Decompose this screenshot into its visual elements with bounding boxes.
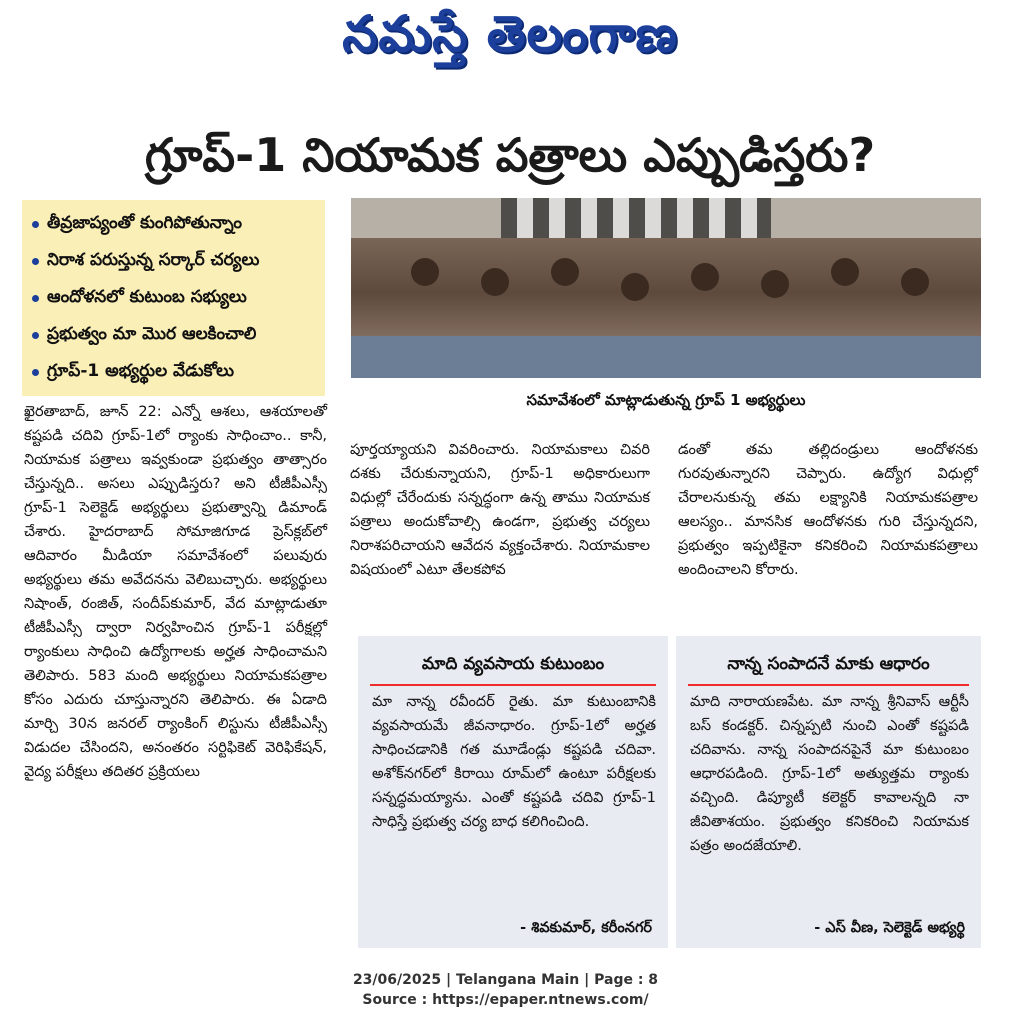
- footer-date-line: 23/06/2025 | Telangana Main | Page : 8: [352, 972, 659, 988]
- bullet-icon: [32, 369, 39, 376]
- bullet-icon: [32, 332, 39, 339]
- crowd-area: [351, 238, 981, 348]
- sidebar-story-1: [358, 636, 668, 948]
- highlights-box: [22, 200, 325, 396]
- sidebar-story-signature: - ఎస్‌ వీణ, సెలెక్టెడ్‌ అభ్యర్థి: [814, 920, 965, 936]
- person-figure: [691, 263, 719, 291]
- bullet-icon: [32, 295, 39, 302]
- divider: [370, 684, 656, 686]
- article-column-2: పూర్తయ్యాయని వివరించారు. నియామకాలు చివరి దశకు చేరుకున్నాయని, గ్రూప్‌-1 అధికారులుగా విధుల్లో చేరేందుకు సన్నద్ధంగా ఉన్న తాము నియామక పత్రాలు అందుకోవాల్సి ఉండగా, ప్రభుత్వ చర్యలు నిరాశపరిచాయని ఆవేదన వ్యక్తంచేశారు. నియామకాల విషయంలో ఎటూ తేలకపోవ: [350, 442, 650, 578]
- article-column-1: ఖైరతాబాద్‌, జూన్‌ 22: ఎన్నో ఆశలు, ఆశయాలతో కష్టపడి చదివి గ్రూప్‌-1లో ర్యాంకు సాధించాం.. కానీ, నియామక పత్రాలు ఇవ్వకుండా ప్రభుత్వం తాత్సారం చేస్తున్నది.. అసలు ఎప్పుడిస్తరు? అని టీజీపీఎస్సీ గ్రూప్‌-1 సెలెక్టెడ్‌ అభ్యర్థులు ప్రభుత్వాన్ని డిమాండ్‌ చేశారు. హైదరాబాద్‌ సోమాజిగూడ ప్రెస్‌క్లబ్‌లో ఆదివారం మీడియా సమావేశంలో పలువురు అభ్యర్థులు తమ అవేదనను వెలిబుచ్చారు. అభ్యర్థులు నిషాంత్‌, రంజిత్‌, సందీప్‌కుమార్‌, వేద మాట్లాడుతూ టీజీపీఎస్సీ ద్వారా నిర్వహించిన గ్రూప్‌-1 పరీక్షల్లో ర్యాంకులు సాధించి ఉద్యోగాలకు అర్హత సాధించామని తెలిపారు. 583 మంది అభ్యర్థులు నియామకపత్రాల కోసం ఎదురు చూస్తున్నారని తెలిపారు. ఈ ఏడాది మార్చి 30న జనరల్‌ ర్యాంకింగ్‌ లిస్టును టీజీపీఎస్సీ విడుదల చేసిందని, అనంతరం సర్టిఫికెట్‌ వెరిఫికేషన్‌, వైద్య పరీక్షలు తదితర ప్రక్రియలు: [24, 404, 327, 780]
- sidebar-story-signature: - శివకుమార్‌, కరీంనగర్‌: [520, 920, 652, 936]
- highlight-item: నిరాశ పరుస్తున్న సర్కార్‌ చర్యలు: [32, 243, 315, 280]
- page-footer: [0, 970, 1011, 1010]
- highlight-item: తీవ్రజాప్యంతో కుంగిపోతున్నాం: [32, 206, 315, 243]
- person-figure: [551, 258, 579, 286]
- highlight-item: గ్రూప్‌-1 అభ్యర్థుల వేడుకోలు: [32, 354, 315, 391]
- sidebar-story-body: మా నాన్న రవీందర్‌ రైతు. మా కుటుంబానికి వ్యవసాయమే జీవనాధారం. గ్రూప్‌-1లో అర్హత సాధించడానికి గత మూడేండ్లు కష్టపడి చదివా. అశోక్‌నగర్‌లో కిరాయి రూమ్‌లో ఉంటూ పరీక్షలకు సన్నద్ధమయ్యాను. ఎంతో కష్టపడి చదివి గ్రూప్‌-1 సాధిస్తే ప్రభుత్వ చర్య బాధ కలిగించింది.: [372, 694, 656, 830]
- footer-source-link[interactable]: Source : https://epaper.ntnews.com/: [362, 992, 649, 1008]
- person-figure: [621, 273, 649, 301]
- person-figure: [761, 270, 789, 298]
- bullet-icon: [32, 258, 39, 265]
- sidebar-story-body: మాది నారాయణపేట. మా నాన్న శ్రీనివాస్‌ ఆర్టీసీ బస్‌ కండక్టర్‌. చిన్నప్పటి నుంచి ఎంతో కష్టపడి చదివాను. నాన్న సంపాదనపైనే మా కుటుంబం ఆధారపడింది. గ్రూప్‌-1లో అత్యుత్తమ ర్యాంకు వచ్చింది. డిప్యూటీ కలెక్టర్‌ కావాలన్నది నా జీవితాశయం. ప్రభుత్వం కనికరించి నియామక పత్రం అందజేయాలి.: [690, 694, 969, 854]
- sidebar-story-title: నాన్న సంపాదనే మాకు ఆధారం: [727, 654, 930, 674]
- article-headline: గ్రూప్‌-1 నియామక పత్రాలు ఎప్పుడిస్తరు?: [144, 128, 876, 182]
- bullet-icon: [32, 221, 39, 228]
- sidebar-story-title: మాది వ్యవసాయ కుటుంబం: [421, 654, 605, 674]
- highlight-item: ఆందోళనలో కుటుంబ సభ్యులు: [32, 280, 315, 317]
- divider: [688, 684, 969, 686]
- person-figure: [901, 268, 929, 296]
- news-photo: [351, 198, 981, 378]
- person-figure: [411, 258, 439, 286]
- person-figure: [481, 268, 509, 296]
- person-figure: [831, 258, 859, 286]
- highlight-item: ప్రభుత్వం మా మొర ఆలకించాలి: [32, 317, 315, 354]
- press-table: [351, 336, 981, 378]
- sidebar-story-2: [676, 636, 981, 948]
- photo-caption: సమావేశంలో మాట్లాడుతున్న గ్రూప్‌ 1 అభ్యర్థులు: [526, 391, 806, 409]
- newspaper-masthead: నమస్తే తెలంగాణ: [342, 4, 678, 63]
- article-column-3: డంతో తమ తల్లిదండ్రులు ఆందోళనకు గురవుతున్నారని చెప్పారు. ఉద్యోగ విధుల్లో చేరాలనుకున్న తమ లక్ష్యానికి నియామకపత్రాల ఆలస్యం.. మానసిక ఆందోళనకు గురి చేస్తున్నదని, ప్రభుత్వం ఇప్పటికైనా కనికరించి నియామకపత్రాలు అందించాలని కోరారు.: [678, 442, 978, 578]
